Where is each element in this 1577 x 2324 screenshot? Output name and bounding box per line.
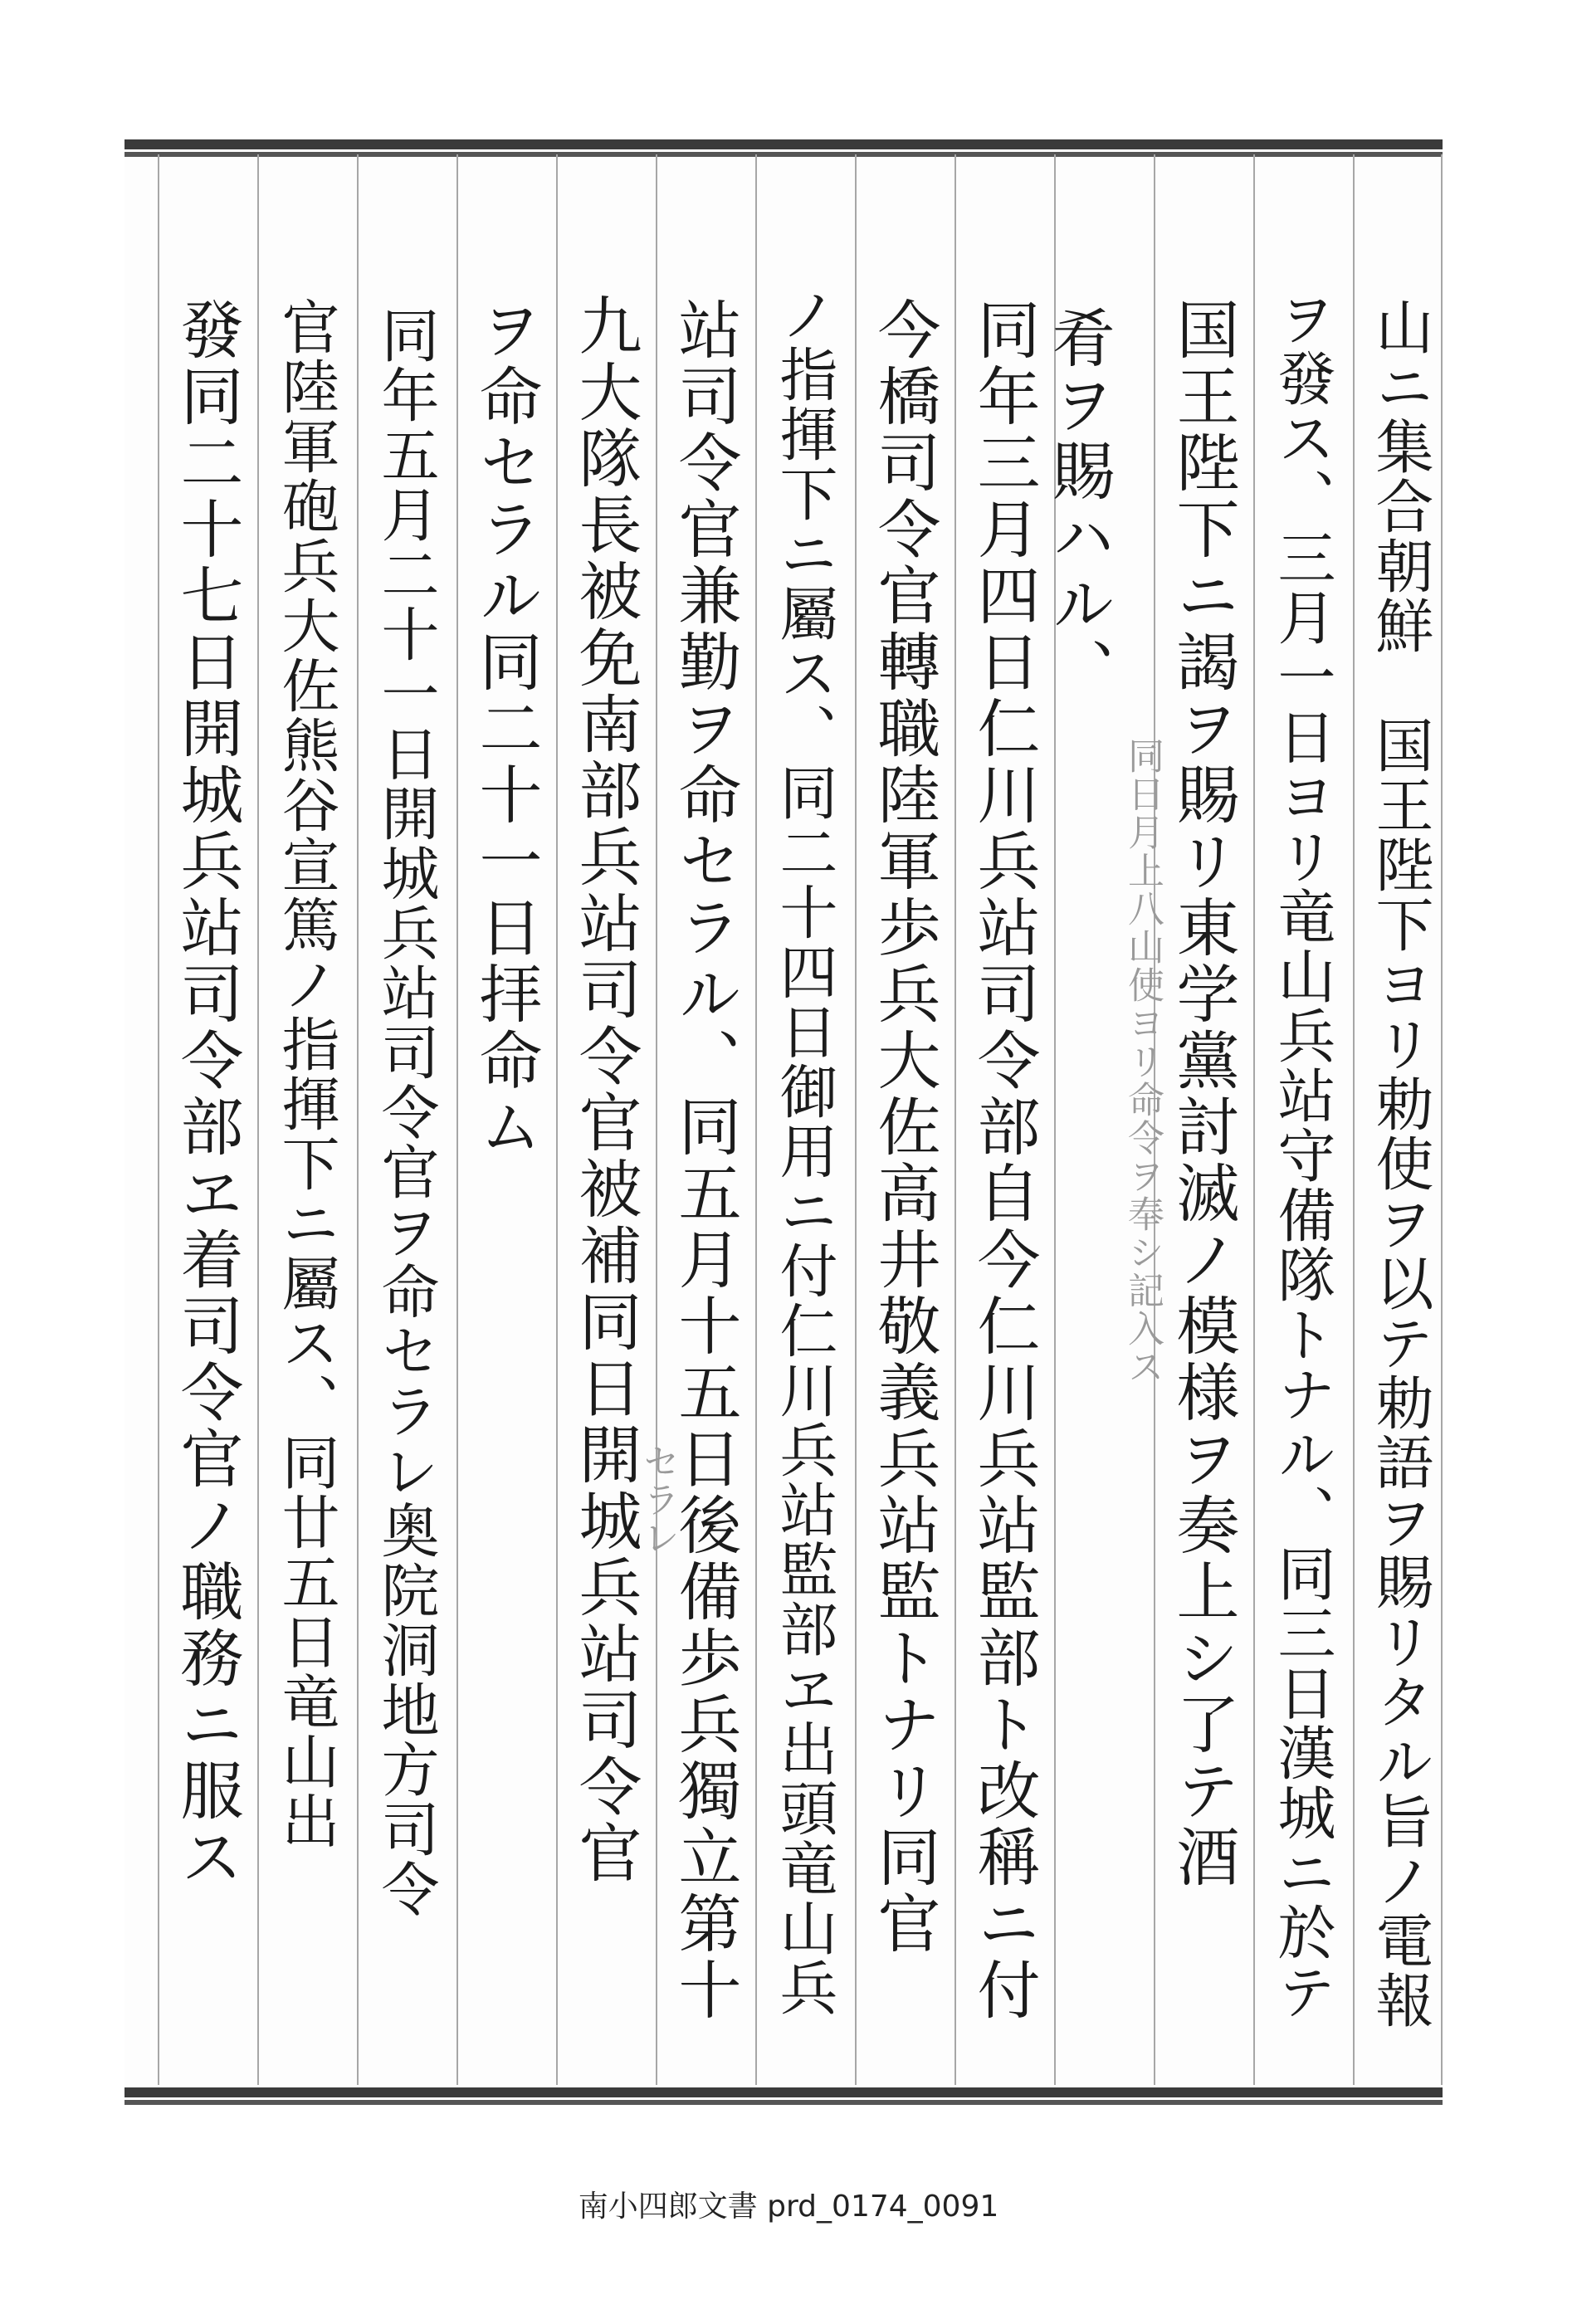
column-rule bbox=[954, 154, 956, 2085]
text-column-4: 肴ヲ賜ハル、 bbox=[1042, 305, 1116, 704]
column-rule bbox=[357, 154, 359, 2085]
column-rule bbox=[656, 154, 657, 2085]
bottom-border-rule bbox=[124, 2087, 1443, 2100]
column-rule bbox=[456, 154, 458, 2085]
text-column-6: 今橋司令官轉職陸軍歩兵大佐高井敬義兵站監トナリ同官 bbox=[867, 297, 941, 1957]
text-column-1: 山ニ集合朝鮮 国王陛下ヨリ勅使ヲ以テ勅語ヲ賜リタル旨ノ電報 bbox=[1366, 297, 1434, 2030]
interlinear-note: セラレ bbox=[637, 1443, 679, 1557]
margin-note: 同日月上八山使ヨリ命令ヲ奉シ記入ス bbox=[1121, 737, 1164, 1386]
text-column-8: 站司令官兼勤ヲ命セラル、同五月十五日後備歩兵獨立第十 bbox=[668, 297, 742, 2024]
text-column-9: 九大隊長被免南部兵站司令官被補同日開城兵站司令官 bbox=[569, 293, 642, 1887]
column-rule bbox=[1253, 154, 1255, 2085]
archive-caption: 南小四郎文書 prd_0174_0091 bbox=[578, 2190, 999, 2224]
column-rule bbox=[755, 154, 757, 2085]
text-column-2: ヲ發ス、三月一日ヨリ竜山兵站守備隊トナル、同三日漢城ニ於テ bbox=[1268, 289, 1336, 2022]
text-column-3: 国王陛下ニ謁ヲ賜リ東学黨討滅ノ模様ヲ奏上シ了テ酒 bbox=[1166, 297, 1240, 1891]
column-rule bbox=[556, 154, 558, 2085]
column-rule bbox=[855, 154, 857, 2085]
text-column-10: ヲ命セラル同二十一日拝命ム bbox=[469, 297, 543, 1160]
manuscript-sheet bbox=[124, 139, 1443, 2100]
text-column-11: 同年五月二十一日開城兵站司令官ヲ命セラレ奥院洞地方司令 bbox=[372, 305, 440, 1919]
column-rule bbox=[158, 154, 159, 2085]
text-column-5: 同年三月四日仁川兵站司令部自今仁川兵站監部ト改稱ニ付 bbox=[967, 297, 1041, 2024]
column-rule bbox=[257, 154, 259, 2085]
text-column-12: 官陸軍砲兵大佐熊谷宣篤ノ指揮下ニ屬ス、同廿五日竜山出 bbox=[272, 297, 340, 1851]
text-column-7: ノ指揮下ニ屬ス、同二十四日御用ニ付仁川兵站監部ヱ出頭竜山兵 bbox=[770, 285, 838, 2018]
text-column-13: 發同二十七日開城兵站司令部ヱ着司令官ノ職務ニ服ス bbox=[170, 297, 244, 1891]
top-border-rule bbox=[124, 139, 1443, 152]
